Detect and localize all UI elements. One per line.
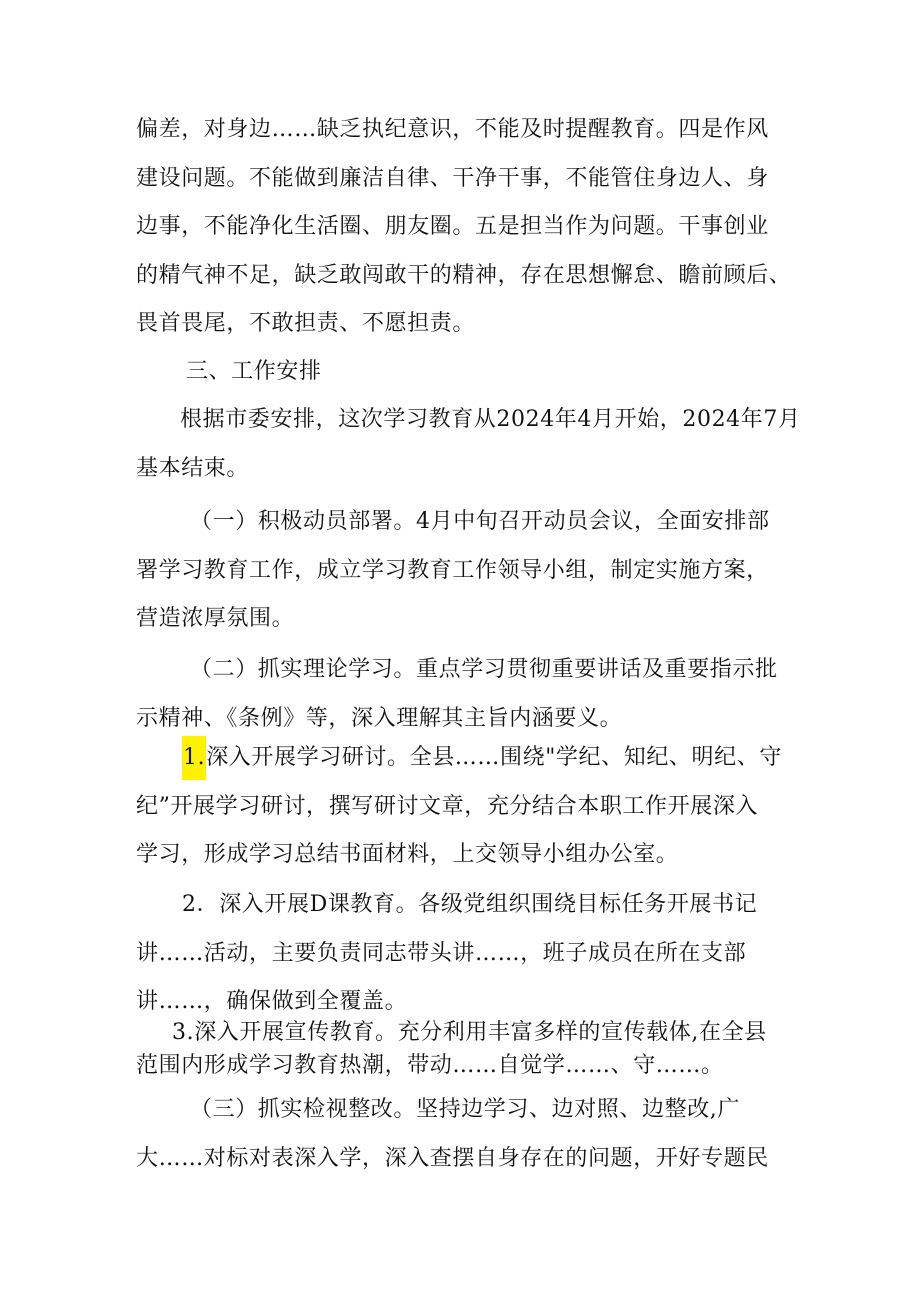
text-line: 基本结束。 bbox=[136, 455, 250, 481]
text-line: （三）抓实检视整改。坚持边学习、边对照、边整改,广 bbox=[190, 1097, 740, 1122]
sub-item-publicity bbox=[136, 1016, 796, 1082]
item-theory-study bbox=[136, 646, 796, 743]
text-line: 讲……活动，主要负责同志带头讲……，班子成员在所在支部 bbox=[136, 940, 747, 966]
text-line: 2．深入开展D课教育。各级党组织围绕目标任务开展书记 bbox=[182, 892, 758, 917]
text-line: 建设问题。不能做到廉洁自律、干净干事，不能管住身边人、身 bbox=[136, 165, 769, 191]
text-line: 讲……，确保做到全覆盖。 bbox=[136, 989, 408, 1014]
item-rectification bbox=[136, 1086, 796, 1183]
text-line: 营造浓厚氛围。 bbox=[136, 606, 295, 631]
text-line: 署学习教育工作，成立学习教育工作领导小组，制定实施方案， bbox=[136, 557, 769, 583]
text-fragment: 深入开展学习研讨。全县……围绕"学纪、知纪、明纪、守 bbox=[206, 745, 782, 770]
text-line: 偏差，对身边……缺乏执纪意识，不能及时提醒教育。四是作风 bbox=[136, 117, 769, 142]
section-heading-work-arrangement bbox=[186, 348, 846, 397]
text-line: 边事，不能净化生活圈、朋友圈。五是担当作为问题。干事创业 bbox=[136, 214, 769, 239]
paragraph-schedule bbox=[136, 396, 801, 493]
text-line: 学习，形成学习总结书面材料，上交领导小组办公室。 bbox=[136, 842, 679, 867]
sub-item-study-discussion bbox=[136, 734, 796, 880]
paragraph-work-style-problems bbox=[136, 106, 796, 349]
text-line: 根据市委安排，这次学习教育从2024年4月开始，2024年7月 bbox=[180, 407, 801, 432]
text-line: 3.深入开展宣传教育。充分利用丰富多样的宣传载体,在全县 bbox=[172, 1020, 767, 1045]
text-line: （二）抓实理论学习。重点学习贯彻重要讲话及重要指示批 bbox=[190, 657, 778, 682]
text-line: 纪”开展学习研讨，撰写研讨文章，充分结合本职工作开展深入 bbox=[136, 793, 759, 819]
text-line bbox=[136, 734, 796, 783]
text-line: 范围内形成学习教育热潮，带动……自觉学……、守……。 bbox=[136, 1053, 724, 1078]
text-line: 的精气神不足，缺乏敢闯敢干的精神，存在思想懈怠、瞻前顾后、 bbox=[136, 262, 792, 288]
text-line: 示精神、《条例》等，深入理解其主旨内涵要义。 bbox=[136, 705, 623, 731]
sub-item-party-lesson bbox=[136, 881, 796, 1027]
text-line: 畏首畏尾，不敢担责、不愿担责。 bbox=[136, 311, 476, 336]
text-line: 大……对标对表深入学，深入查摆自身存在的问题，开好专题民 bbox=[136, 1145, 769, 1171]
text-line: （一）积极动员部署。4月中旬召开动员会议，全面安排部 bbox=[190, 509, 770, 534]
highlighted-number: 1. bbox=[182, 736, 206, 780]
heading-text: 三、工作安排 bbox=[186, 359, 322, 384]
item-mobilization bbox=[136, 498, 796, 644]
